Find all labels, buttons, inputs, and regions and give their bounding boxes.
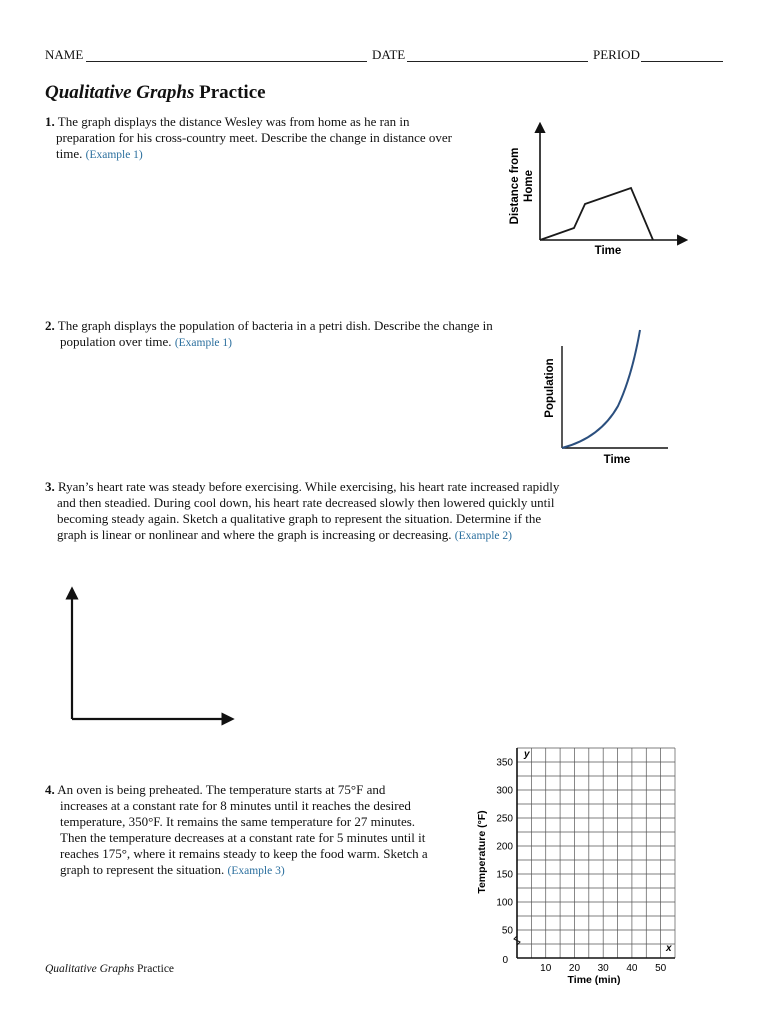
q3-number: 3.	[45, 479, 55, 494]
q2-example-ref: (Example 1)	[174, 337, 232, 349]
y-tick-label: 100	[496, 897, 513, 909]
q3-sketch-axes[interactable]	[60, 584, 240, 726]
y-tick-label: 50	[501, 925, 513, 937]
q3-line3: becoming steady again. Sketch a qualitative graph to represent the situation. Determine if the	[57, 511, 542, 526]
footer-plain: Practice	[137, 963, 175, 975]
date-label: DATE	[372, 47, 406, 62]
question-4	[45, 782, 465, 879]
q3-line2: and then steadied. During cool down, his heart rate decreased slowly then lowered quickly until	[57, 495, 555, 510]
q4-line1: An oven is being preheated. The temperature starts at 75°F and	[57, 782, 386, 797]
q4-gridlines	[517, 748, 675, 958]
q4-line4: Then the temperature decreases at a constant rate for 5 minutes until it	[60, 830, 426, 845]
date-blank[interactable]	[407, 61, 588, 62]
q4-line5: reaches 175°, where it remains steady to keep the food warm. Sketch a	[60, 846, 428, 861]
y-tick-label: 350	[496, 757, 513, 769]
q2-number: 2.	[45, 318, 55, 333]
period-blank[interactable]	[641, 61, 723, 62]
q1-line2: preparation for his cross-country meet. Describe the change in distance over	[56, 130, 452, 145]
q3-example-ref: (Example 2)	[454, 530, 512, 542]
q1-line3: time.	[56, 146, 83, 161]
q4-line3: temperature, 350°F. It remains the same temperature for 27 minutes.	[60, 814, 416, 829]
x-tick-label: 40	[626, 963, 638, 974]
q2-line2: population over time.	[60, 334, 172, 349]
q4-line2: increases at a constant rate for 8 minutes until it reaches the desired	[60, 798, 411, 813]
question-2	[45, 318, 535, 351]
q3-line1: Ryan’s heart rate was steady before exercising. While exercising, his heart rate increased rapidly	[58, 479, 560, 494]
q2-x-label: Time	[603, 454, 631, 466]
footer-italic: Qualitative Graphs	[45, 963, 135, 975]
x-tick-label: 20	[568, 963, 581, 974]
question-1	[45, 114, 485, 163]
q4-y-label: Temperature (°F)	[476, 810, 488, 894]
x-tick-label: 30	[597, 963, 609, 974]
q1-distance-line	[540, 188, 653, 240]
q2-graph	[540, 326, 690, 468]
q4-grid-graph[interactable]	[474, 744, 684, 990]
q1-y-label-2: Home	[523, 170, 535, 202]
q4-x-ticks	[540, 963, 666, 974]
name-label: NAME	[45, 47, 84, 62]
period-label: PERIOD	[593, 47, 640, 62]
x-tick-label: 10	[540, 963, 552, 974]
q4-y-letter: y	[524, 749, 530, 760]
question-3	[45, 479, 605, 544]
q2-line1: The graph displays the population of bacteria in a petri dish. Describe the change in	[57, 318, 493, 333]
q4-x-letter: x	[666, 943, 672, 954]
title-italic: Qualitative Graphs	[45, 82, 195, 103]
q4-number: 4.	[45, 782, 55, 797]
q4-line6: graph to represent the situation.	[60, 862, 225, 877]
y-tick-label: 300	[496, 785, 513, 797]
q2-y-label: Population	[544, 358, 556, 418]
q3-line4: graph is linear or nonlinear and where the graph is increasing or decreasing.	[57, 527, 452, 542]
title-plain: Practice	[199, 82, 266, 103]
name-blank[interactable]	[86, 61, 367, 62]
y-tick-label: 150	[496, 869, 513, 881]
q1-number: 1.	[45, 114, 55, 129]
q2-population-curve	[562, 330, 640, 448]
q1-example-ref: (Example 1)	[85, 149, 143, 161]
q1-graph	[500, 118, 690, 254]
q4-example-ref: (Example 3)	[227, 865, 285, 877]
q1-line1: The graph displays the distance Wesley was from home as he ran in	[57, 114, 410, 129]
page-title	[45, 82, 266, 104]
y-tick-label: 200	[496, 841, 513, 853]
y-tick-label: 250	[496, 813, 513, 825]
x-tick-label: 50	[655, 963, 667, 974]
q1-x-label: Time	[594, 245, 622, 254]
page-footer	[45, 963, 174, 975]
q4-x-label: Time (min)	[567, 974, 621, 986]
q4-origin-label: 0	[502, 955, 508, 966]
q1-y-label-1: Distance from	[509, 147, 521, 225]
